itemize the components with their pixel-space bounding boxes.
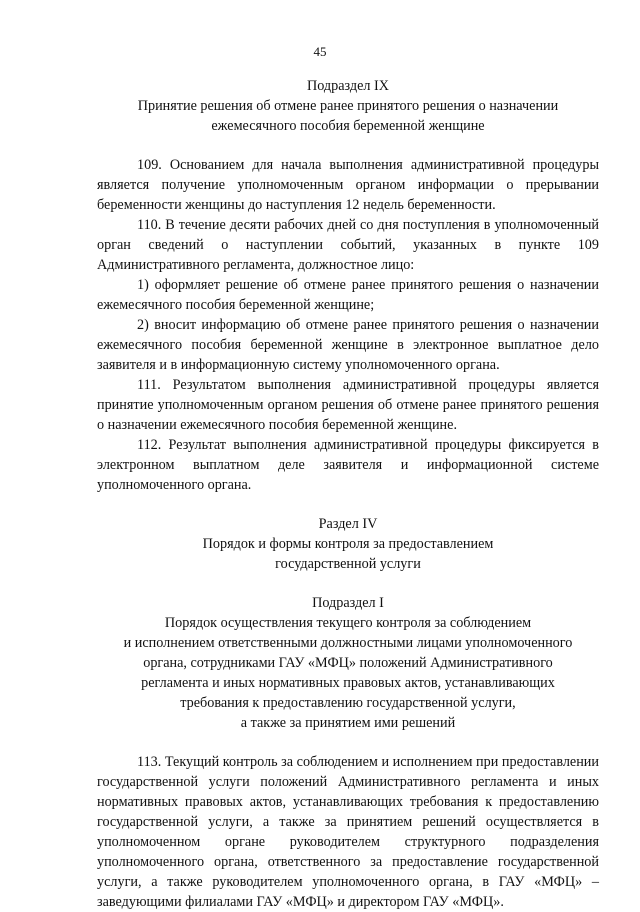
- section-iv-heading: [97, 514, 599, 574]
- page-number: 45: [313, 44, 327, 59]
- subsection-i-heading: [97, 593, 599, 733]
- subsection-i-title: Подраздел I: [312, 595, 384, 611]
- subsection-i-subtitle-line: а также за принятием ими решений: [240, 715, 456, 731]
- section-iv-subtitle-line: Порядок и формы контроля за предоставлением: [202, 536, 494, 552]
- page-content: [97, 76, 599, 912]
- subsection-i-subtitle-line: и исполнением ответственными должностными лицами уполномоченного: [123, 635, 573, 651]
- section-iv-title: Раздел IV: [318, 516, 378, 532]
- subsection-i-subtitle-line: требования к предоставлению государственной услуги,: [180, 695, 516, 711]
- paragraph-112: 112. Результат выполнения административной процедуры фиксируется в электронном выплатном деле заявителя и информационной системе уполномоченного органа.: [97, 437, 599, 493]
- subsection-ix-title: Подраздел IX: [306, 78, 389, 94]
- paragraph-110-items: [97, 275, 599, 375]
- subsection-i-subtitle-line: органа, сотрудниками ГАУ «МФЦ» положений Административного: [143, 655, 553, 671]
- subsection-ix-heading: [97, 76, 599, 136]
- section-iv-subtitle-line: государственной услуги: [275, 556, 421, 572]
- paragraph-110: 110. В течение десяти рабочих дней со дня поступления в уполномоченный орган сведений о наступлении событий, указанных в пункте 109 Административного регламента, должностное лицо:: [97, 217, 599, 273]
- list-item: 1) оформляет решение об отмене ранее принятого решения о назначении ежемесячного пособия беременной женщине;: [97, 277, 599, 313]
- subsection-ix-subtitle-line: ежемесячного пособия беременной женщине: [211, 118, 485, 134]
- subsection-i-subtitle-line: регламента и иных нормативных правовых актов, устанавливающих: [141, 675, 555, 691]
- paragraph-111: 111. Результатом выполнения административной процедуры является принятие уполномоченным органом решения об отмене ранее принятого решения о назначении ежемесячного пособия беременной женщине.: [97, 377, 599, 433]
- paragraph-113: 113. Текущий контроль за соблюдением и исполнением при предоставлении государственной услуги положений Административного регламента и иных нормативных правовых актов, устанавливающих требования к предоставлению государственной услуги, а также за принятием решений осуществляется в уполномоченном органе руководителем структурного подразделения уполномоченного органа, ответственного за предоставление государственной услуги, а также руководителем уполномоченного органа, в ГАУ «МФЦ» – заведующими филиалами ГАУ «МФЦ» и директором ГАУ «МФЦ».: [97, 754, 599, 910]
- list-item: 2) вносит информацию об отмене ранее принятого решения о назначении ежемесячного пособия беременной женщине в электронное выплатное дело заявителя и в информационную систему уполномоченного органа.: [97, 317, 599, 373]
- subsection-i-subtitle-line: Порядок осуществления текущего контроля за соблюдением: [164, 615, 532, 631]
- subsection-ix-subtitle-line: Принятие решения об отмене ранее принятого решения о назначении: [137, 98, 559, 114]
- paragraph-109: 109. Основанием для начала выполнения административной процедуры является получение уполномоченным органом информации о прерывании беременности женщины до наступления 12 недель беременности.: [97, 157, 599, 213]
